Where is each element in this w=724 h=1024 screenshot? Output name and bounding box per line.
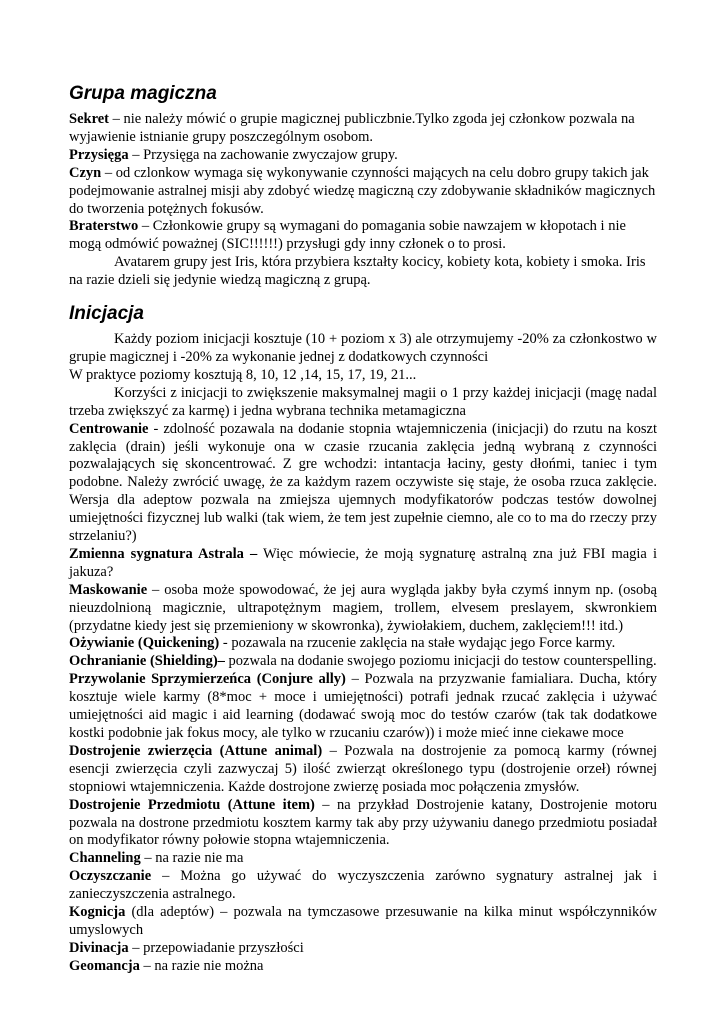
paragraph-przysiega bbox=[69, 147, 657, 165]
paragraph-czyn bbox=[69, 165, 657, 219]
term: Dostrojenie Przedmiotu (Attune item) bbox=[69, 796, 315, 813]
paragraph-koszty-praktyka bbox=[69, 367, 657, 385]
description: – na razie nie można bbox=[139, 957, 264, 974]
paragraph-centrowanie bbox=[69, 421, 657, 546]
paragraph-braterstwo bbox=[69, 218, 657, 254]
description: – przepowiadanie przyszłości bbox=[128, 939, 304, 956]
term: Przywolanie Sprzymierzeńca (Conjure ally) bbox=[69, 671, 346, 688]
term: Zmienna sygnatura Astrala – bbox=[69, 545, 258, 562]
paragraph-ozywianie bbox=[69, 635, 657, 653]
description: – Przysięga na zachowanie zwyczajow grupy. bbox=[128, 146, 398, 163]
description: – Członkowie grupy są wymagani do pomagania sobie nawzajem w kłopotach i nie mogą odmówić poważnej (SIC!!!!!!) przysługi gdy inny członek o to prosi. bbox=[69, 218, 626, 253]
description: – Pozwala na przyzwanie famialiara. Ducha, który kosztuje wiele karmy (8*moc + moce i umiejętności) potrafi jednak rzucać zaklęcia i używać umiejętności aid magic i aid learning (dodawać swoją moc do testów czarów (tak tak dodatkowe kostki podobnie jak fokus mocy, ale tylko w rzucaniu czarów)) i może mieć inne ciekawe moce bbox=[69, 671, 657, 741]
description: – nie należy mówić o grupie magicznej publiczbnie.Tylko zgoda jej członkow pozwala na wyjawienie istnianie grupy poszczególnym osobom. bbox=[69, 111, 635, 145]
paragraph-korzysci bbox=[69, 385, 657, 421]
term: Czyn bbox=[69, 164, 102, 181]
term: Oczyszczanie bbox=[69, 868, 152, 885]
paragraph-zmienna-sygnatura bbox=[69, 546, 657, 582]
description: – na przykład Dostrojenie katany, Dostrojenie motoru pozwala na dostrone przedmiotu kosztem karmy tak aby przy używaniu danego przedmiotu posiadał on modyfikator równy połowie stopna wtajemniczenia. bbox=[69, 796, 657, 849]
paragraph-avatar bbox=[69, 254, 657, 290]
paragraph-ochranianie bbox=[69, 653, 657, 671]
heading-grupa-magiczna: Grupa magiczna bbox=[69, 83, 217, 104]
paragraph-koszt-inicjacji bbox=[69, 331, 657, 367]
description: - pozawala na rzucenie zaklęcia na stałe wydając jego Force karmy. bbox=[219, 635, 616, 652]
description: (dla adeptów) – pozwala na tymczasowe przesuwanie na kilka minut współczynników umyslowych bbox=[69, 904, 657, 938]
paragraph-dostrojenie-przedmiotu bbox=[69, 797, 657, 851]
description: – osoba może spowodować, że jej aura wygląda jakby była czymś innym np. (osobą nieuzdolnioną magicznie, ultrapotężnym magiem, trollem, elvesem preslayem, skwronkiem (przydatne kiedy jest się przemieniony w skowronka), żywiołakiem, duchem, zaklęciem!!! itd.) bbox=[69, 581, 657, 634]
term: Braterstwo bbox=[69, 218, 139, 235]
paragraph-geomancja bbox=[69, 958, 657, 976]
term: Sekret bbox=[69, 111, 110, 127]
description: – Można go używać do wyczyszczenia zarówno sygnatury astralnej jak i zanieczyszczenia astralnego. bbox=[69, 868, 657, 903]
term: Ożywianie (Quickening) bbox=[69, 635, 220, 652]
paragraph-channeling bbox=[69, 850, 657, 868]
description: pozwala na dodanie swojego poziomu inicjacji do testow counterspelling. bbox=[224, 653, 657, 670]
paragraph-oczyszczanie bbox=[69, 868, 657, 904]
heading-inicjacja: Inicjacja bbox=[69, 303, 144, 325]
description: Avatarem grupy jest Iris, która przybiera kształty kocicy, kobiety kota, kobiety i smoka. Iris na razie dzieli się jedynie wiedzą magiczną z grupą. bbox=[69, 254, 646, 289]
paragraph-dostrojenie-zwierzecia bbox=[69, 743, 657, 797]
description: W praktyce poziomy kosztują 8, 10, 12 ,14, 15, 17, 19, 21... bbox=[69, 366, 417, 383]
paragraph-kognicja bbox=[69, 904, 657, 940]
term: Ochranianie (Shielding)– bbox=[69, 653, 225, 670]
description: – od czlonkow wymaga się wykonywanie czynności mających na celu dobro grupy takich jak podejmowanie astralnej misji aby zdobyć wiedzę magiczną czy zdobywanie składników magicznych do tworzenia potężnych fokusów. bbox=[69, 164, 656, 217]
description: Każdy poziom inicjacji kosztuje (10 + poziom x 3) ale otrzymujemy -20% za członkostwo w grupie magicznej i -20% za wykonanie jednej z dodatkowych czynności bbox=[69, 331, 657, 365]
term: Dostrojenie zwierzęcia (Attune animal) bbox=[69, 742, 323, 759]
paragraph-maskowanie bbox=[69, 582, 657, 636]
paragraph-przywolanie bbox=[69, 671, 657, 743]
term: Channeling bbox=[69, 850, 141, 867]
description: Korzyści z inicjacji to zwiększenie maksymalnej magii o 1 przy każdej inicjacji (magę nadal trzeba zwiększyć za karmę) i jedna wybrana technika metamagiczna bbox=[69, 384, 657, 419]
description: – na razie nie ma bbox=[140, 850, 244, 867]
description: – Pozwala na dostrojenie za pomocą karmy (równej esencji zwierzęcia czyli zazwyczaj 5) ilość zwierząt określonego typu (dostrojenie orzeł) równej stopniowi wtajemniczenia. Każde dostrojone zwierzę posiada moc połączenia zmysłów. bbox=[69, 742, 657, 795]
term: Kognicja bbox=[69, 904, 126, 921]
term: Maskowanie bbox=[69, 581, 148, 598]
description: - zdolność pozawala na dodanie stopnia wtajemniczenia (inicjacji) do rzutu na koszt zaklęcia (drain) jeśli wykonuje ona w czasie rzucania zaklęcia jedną wybraną z czynności pozwalających się skoncentrować. Z gre wchodzi: intantacja łaciny, gesty dłońmi, taniec i tym podobne. Należy zwrócić uwagę, że za każdym razem oczywiste się staje, że osoba rzuca zaklęcie. Wersja dla adeptow pozwala na zmiejsza ujemnych modyfikatorów podczas testów dowolnej umiejętności fizycznej lub walki (tak wiem, że tem jest zupełnie ciemno, ale co to ma do rzeczy przy strzelaniu?) bbox=[69, 420, 657, 545]
paragraph-divinacja bbox=[69, 940, 657, 958]
term: Centrowanie bbox=[69, 420, 149, 437]
term: Przysięga bbox=[69, 146, 129, 163]
term: Geomancja bbox=[69, 957, 140, 974]
description: Więc mówiecie, że moją sygnaturę astralną zna już FBI magia i jakuza? bbox=[69, 545, 657, 580]
paragraph-sekret bbox=[69, 111, 657, 147]
document-body bbox=[69, 82, 657, 976]
term: Divinacja bbox=[69, 939, 129, 956]
